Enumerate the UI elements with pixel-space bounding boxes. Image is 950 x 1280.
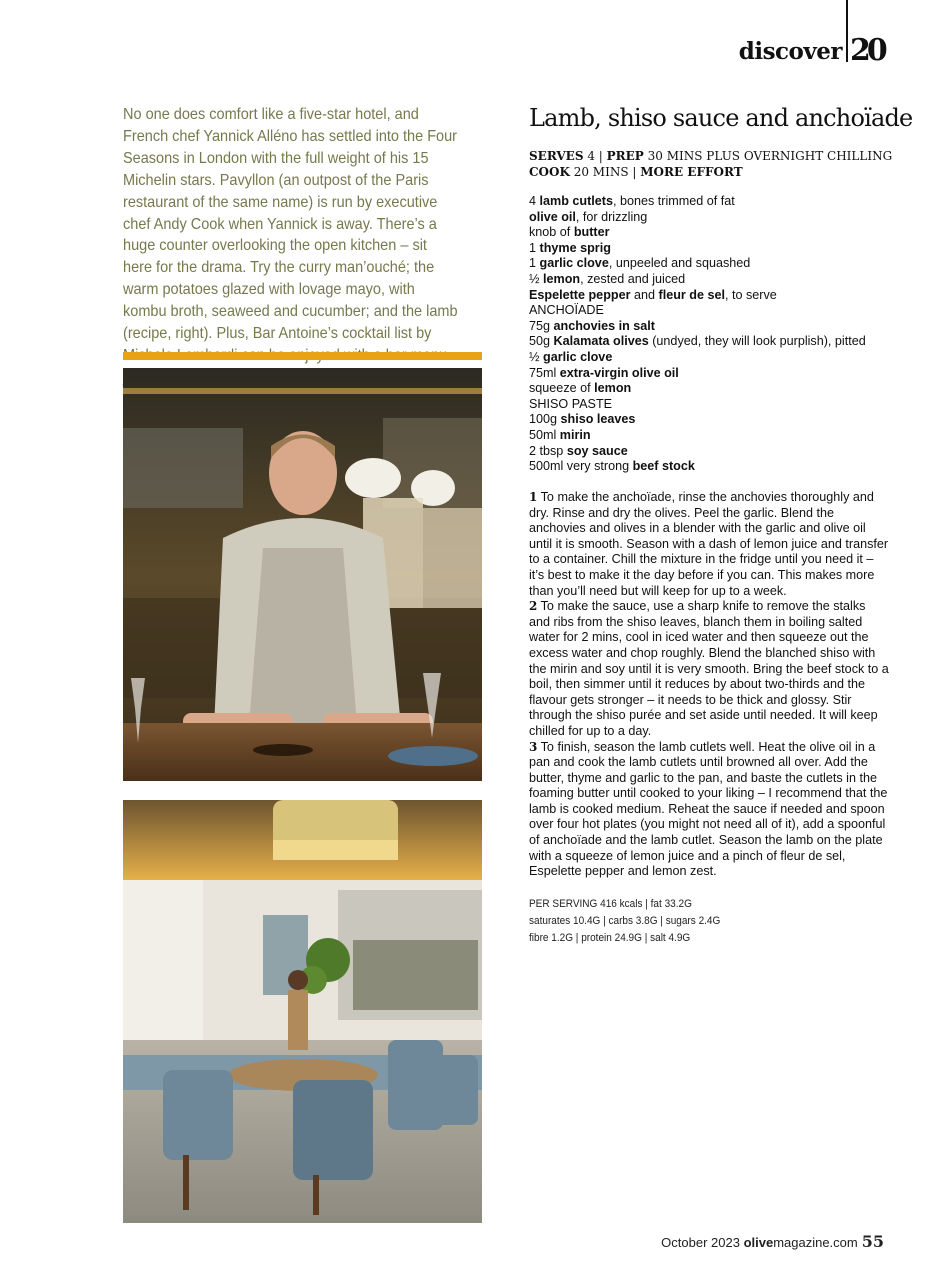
chef-photo [123, 368, 482, 781]
ingredient-item: knob of butter [529, 225, 610, 240]
step-number: 2 [529, 599, 538, 614]
header-divider [846, 0, 848, 62]
issue-date: October 2023 [661, 1235, 744, 1250]
ingredient-item: 100g shiso leaves [529, 412, 636, 427]
serves-value: 4 [587, 149, 595, 163]
step-text: To make the anchoïade, rinse the anchovies thoroughly and dry. Rinse and dry the olives. Peel the garlic. Blend the anchovies and olives in a blender with the garlic and olive oil until it is smooth. Season with a dash of lemon juice and transfer to a container. Chill the mixture in the fridge until you need it – it’s best to make it the day before if you can. This makes more than you’ll need but will keep for up to a week. [529, 490, 889, 598]
recipe-title: Lamb, shiso sauce and anchoïade [529, 104, 913, 132]
recipe-meta [529, 148, 892, 180]
brand-name: olive [743, 1235, 774, 1250]
cook-label: COOK [529, 165, 570, 179]
step-number: 1 [529, 490, 538, 504]
ingredient-item: 1 thyme sprig [529, 240, 611, 255]
ingredient-item: olive oil, for drizzling [529, 209, 648, 224]
page-number: 55 [861, 1232, 884, 1251]
cook-value: 20 MINS [573, 165, 629, 179]
prep-value: 30 MINS PLUS OVERNIGHT CHILLING [647, 149, 893, 163]
prep-label: PREP [606, 149, 644, 163]
step-number: 3 [529, 739, 538, 754]
intro-paragraph [123, 104, 460, 389]
ingredient-item: 50g Kalamata olives (undyed, they will look purplish), pitted [529, 334, 866, 349]
page-footer [661, 1232, 884, 1251]
method-step [529, 740, 889, 880]
ingredients-list [529, 194, 889, 475]
serves-label: SERVES [529, 149, 584, 163]
section-number: 20 [850, 33, 884, 68]
brand-site: magazine.com [773, 1235, 858, 1250]
step-text: To make the sauce, use a sharp knife to remove the stalks and ribs from the shiso leaves, blanch them in boiling salted water for 2 mins, cool in iced water and then squeeze out the excess water and chop roughly. Blend the blanched shiso with the mirin and soy until it is very smooth. Bring the beef stock to a boil, then simmer until it reduces by about two-thirds and the flavour gets stronger – it needs to be thick and glossy. Stir through the shiso purée and set aside until needed. It will keep chilled for up to a day. [529, 599, 889, 738]
meta-line-2: COOK 20 MINS | MORE EFFORT [529, 165, 743, 179]
ingredient-item: 4 lamb cutlets, bones trimmed of fat [529, 194, 735, 208]
ingredient-item: ½ lemon, zested and juiced [529, 271, 686, 286]
ingredient-item: Espelette pepper and fleur de sel, to serve [529, 287, 777, 302]
ingredient-item: 500ml very strong beef stock [529, 459, 695, 474]
section-label: discover [738, 38, 842, 65]
nutrition-info [529, 896, 819, 947]
effort-level: MORE EFFORT [640, 165, 743, 179]
ingredient-item: 75g anchovies in salt [529, 318, 656, 333]
intro-text: No one does comfort like a five-star hotel, and French chef Yannick Alléno has settled into the Four Seasons in London with the full weight of his 15 Michelin stars. Pavyllon (an outpost of the Paris restaurant of the same name) is run by executive chef Andy Cook when Yannick is away. There’s a huge counter overlooking the open kitchen – sit here for the drama. Try the curry man’ouché; the warm potatoes glazed with lovage mayo, with kombu broth, seaweed and cucumber; and the lamb (recipe, right). Plus, Bar Antoine’s cocktail list by [123, 106, 458, 343]
step-text: To finish, season the lamb cutlets well. Heat the olive oil in a pan and cook the lamb cutlets until browned all over. Add the butter, thyme and garlic to the pan, and baste the cutlets in the foaming butter until cooked to your liking – I recommend that the lamb is cooked medium. Reheat the sauce if needed and spoon over four hot plates (you might not need all of it), add a spoonful of anchoïade and the lamb cutlet. Season the lamb on the plate with a squeeze of lemon juice and a pinch of fleur de sel, Espelette pepper and lemon zest. [529, 739, 888, 879]
nutrition-line: fibre 1.2G | protein 24.9G | salt 4.9G [529, 932, 691, 944]
ingredient-item: 75ml extra-virgin olive oil [529, 365, 679, 380]
method-steps [529, 490, 889, 880]
ingredient-item: 2 tbsp soy sauce [529, 443, 628, 458]
method-step [529, 599, 889, 739]
dining-room-photo [123, 800, 482, 1223]
ingredient-item: squeeze of lemon [529, 381, 632, 396]
subheading-anchoiade: ANCHOÏADE [529, 303, 604, 318]
ingredient-item: 1 garlic clove, unpeeled and squashed [529, 256, 751, 271]
method-step [529, 490, 889, 599]
subheading-shiso-paste: SHISO PASTE [529, 396, 613, 411]
nutrition-line: saturates 10.4G | carbs 3.8G | sugars 2.4G [529, 915, 721, 927]
nutrition-line: PER SERVING 416 kcals | fat 33.2G [529, 898, 692, 910]
meta-line-1: SERVES 4 | PREP 30 MINS PLUS OVERNIGHT CHILLING [529, 149, 893, 163]
accent-rule [123, 352, 482, 360]
ingredient-item: ½ garlic clove [529, 349, 613, 364]
ingredient-item: 50ml mirin [529, 427, 591, 442]
